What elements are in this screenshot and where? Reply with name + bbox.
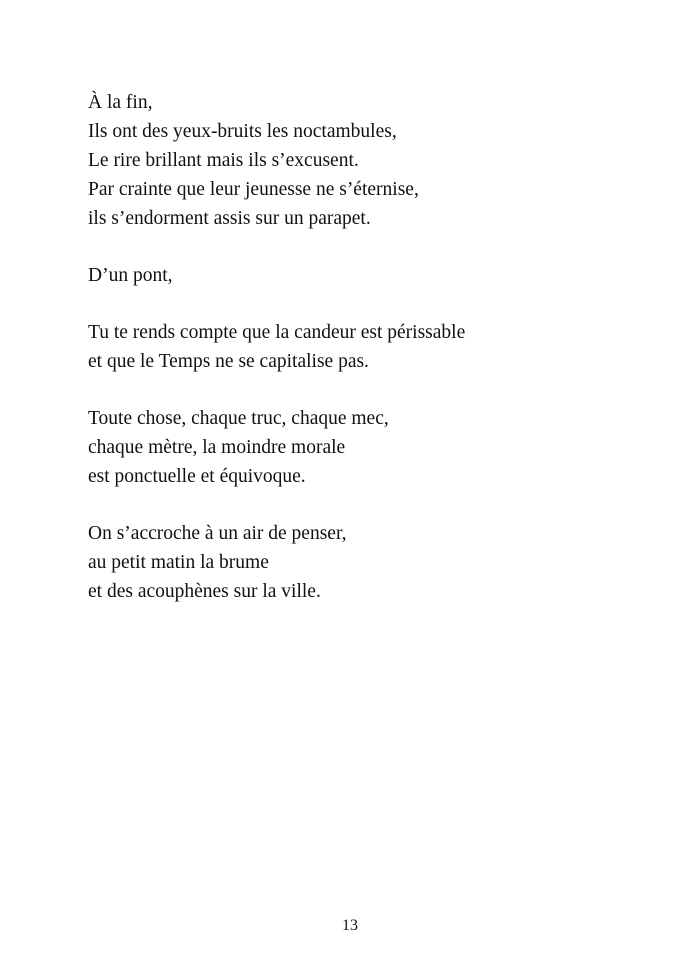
poem-line: ils s’endorment assis sur un parapet. [88, 208, 371, 229]
stanza-5 [88, 519, 628, 606]
stanza-4 [88, 404, 628, 491]
stanza-1 [88, 88, 628, 233]
poem-line: et des acouphènes sur la ville. [88, 581, 321, 602]
page-number: 13 [342, 917, 358, 934]
poem-line: Tu te rends compte que la candeur est périssable [88, 322, 466, 343]
poem-line: On s’accroche à un air de penser, [88, 523, 347, 544]
poem-line: Ils ont des yeux-bruits les noctambules, [88, 121, 397, 142]
poem-body [88, 88, 628, 634]
poem-line: Le rire brillant mais ils s’excusent. [88, 150, 359, 171]
stanza-3 [88, 318, 628, 376]
poem-line: Par crainte que leur jeunesse ne s’éternise, [88, 179, 419, 200]
poem-line: D’un pont, [88, 265, 173, 286]
poem-line: À la fin, [88, 92, 153, 113]
poem-line: Toute chose, chaque truc, chaque mec, [88, 408, 389, 429]
poem-line: est ponctuelle et équivoque. [88, 466, 306, 487]
poem-line: au petit matin la brume [88, 552, 269, 573]
stanza-2 [88, 261, 628, 290]
poem-line: chaque mètre, la moindre morale [88, 437, 346, 458]
poem-line: et que le Temps ne se capitalise pas. [88, 351, 369, 372]
